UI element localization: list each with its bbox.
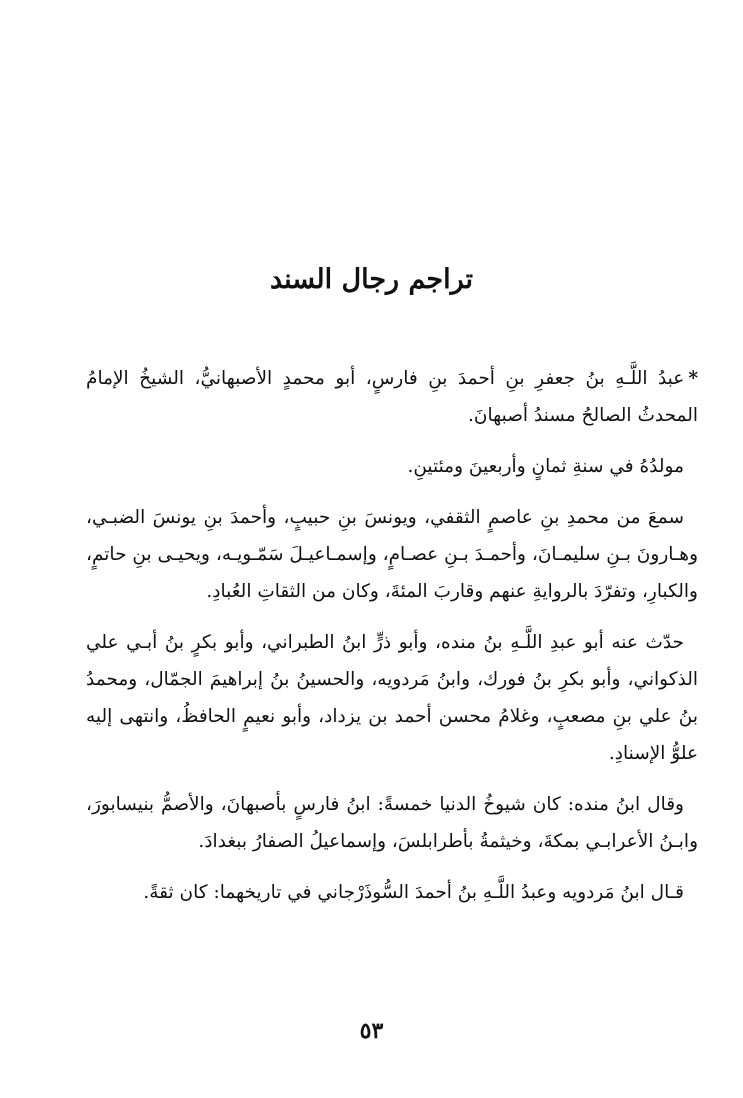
paragraph-teachers — [86, 499, 698, 610]
paragraph-biography-intro — [86, 360, 698, 434]
paragraph-text: وقال ابنُ منده: كان شيوخُ الدنيا خمسةً: ابنُ فارسٍ بأصبهانَ، والأصمُّ بنيسابورَ، وابـنُ الأعرابـي بمكةَ، وخيثمةُ بأطرابلسَ، وإسماعيلُ الصفارُ ببغدادَ. — [86, 794, 698, 852]
page-title: تراجم رجال السند — [269, 264, 474, 295]
paragraph-text: حدّث عنه أبو عبدِ اللَّـهِ بنُ منده، وأبو ذرٍّ ابنُ الطبراني، وأبو بكرٍ بنُ أبـي علي الذكواني، وأبو بكرِ بنُ فورك، وابنُ مَردويه، والحسينُ بنُ إبراهيمَ الجمّال، ومحمدُ بنُ علي بنِ مصعبٍ، وغلامُ محسن أحمد بن يزداد، وأبو نعيمٍ الحافظُ، وانتهى إليه علوُّ الإسنادِ. — [86, 632, 698, 764]
paragraph-text: عبدُ اللَّـهِ بنُ جعفرِ بنِ أحمدَ بنِ فارسٍ، أبو محمدٍ الأصبهانيُّ، الشيخُ الإمامُ المحدثُ الصالحُ مسندُ أصبهانَ. — [86, 368, 698, 426]
paragraph-text: مولدُهُ في سنةِ ثمانٍ وأربعينَ ومئتينِ. — [407, 456, 684, 477]
paragraph-text: سمعَ من محمدِ بنِ عاصمٍ الثقفي، ويونسَ بنِ حبيبٍ، وأحمدَ بنِ يونسَ الضبـي، وهـارونَ بـنِ سليمـانَ، وأحمـدَ بـنِ عصـامٍ، وإسمـاعيـلَ سَمّـويـه، ويحيـى بنِ حاتمٍ، والكبارِ، وتفرّدَ بالروايةِ عنهم وقاربَ المئةَ، وكان من الثقاتِ العُبادِ. — [86, 507, 698, 602]
star-marker: * — [688, 368, 698, 389]
paragraph-ibn-mardawayh-quote — [86, 874, 698, 911]
paragraph-birth — [86, 448, 698, 485]
paragraph-ibn-mandah-quote — [86, 786, 698, 860]
paragraph-text: قـال ابنُ مَردويه وعبدُ اللَّـهِ بنُ أحمدَ السُّوذَرْجاني في تاريخهما: كان ثقةً. — [143, 882, 684, 903]
page-number: ٥٣ — [359, 1018, 384, 1044]
paragraph-students — [86, 624, 698, 772]
document-body — [86, 360, 698, 925]
